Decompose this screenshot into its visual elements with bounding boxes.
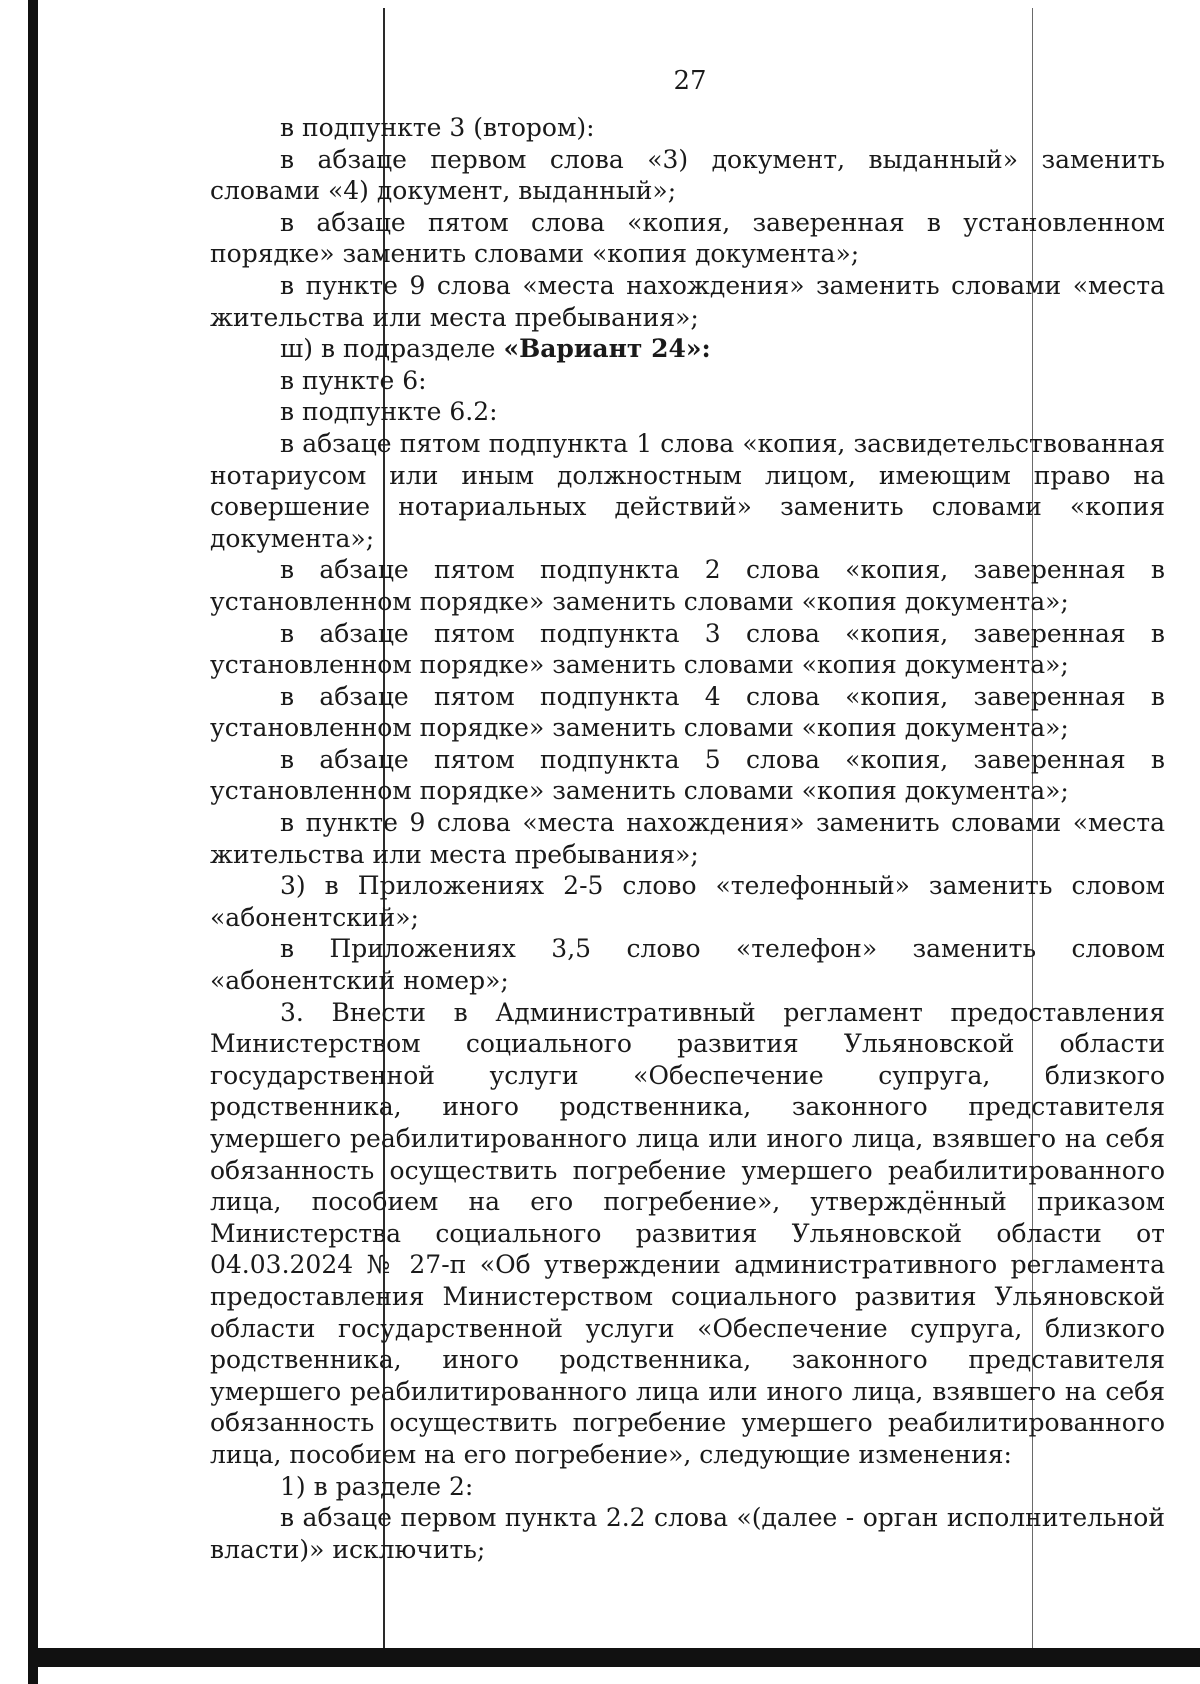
paragraph: в подпункте 3 (втором): bbox=[280, 113, 595, 142]
paragraph: в абзаце пятом подпункта 4 слова «копия, заверенная в установленном порядке» заменить словами «копия документа»; bbox=[210, 681, 1165, 743]
paragraph: в абзаце пятом подпункта 5 слова «копия, заверенная в установленном порядке» заменить словами «копия документа»; bbox=[210, 744, 1165, 806]
paragraph: в пункте 6: bbox=[280, 365, 427, 395]
page-number: 27 bbox=[673, 66, 707, 96]
paragraph: в абзаце пятом подпункта 1 слова «копия, засвидетельствованная нотариусом или иным должностным лицом, имеющим право на совершение нотариальных действий» заменить словами «копия документа»; bbox=[210, 428, 1165, 553]
paragraph: в абзаце первом пункта 2.2 слова «(далее - орган исполнительной власти)» исключить; bbox=[210, 1503, 1165, 1564]
paragraph: в пункте 9 слова «места нахождения» заменить словами «места жительства или места пребывания»; bbox=[210, 808, 1165, 869]
paragraph: в абзаце пятом подпункта 3 слова «копия, заверенная в установленном порядке» заменить словами «копия документа»; bbox=[210, 618, 1165, 680]
scan-edge-bottom bbox=[28, 1648, 1200, 1667]
paragraph: в абзаце пятом слова «копия, заверенная в установленном порядке» заменить словами «копия документа»; bbox=[210, 207, 1165, 269]
paragraph-suffix: : bbox=[701, 334, 711, 364]
paragraph-subsection-heading bbox=[210, 333, 1165, 365]
paragraph: в абзаце первом слова «3) документ, выданный» заменить словами «4) документ, выданный»; bbox=[210, 144, 1165, 206]
paragraph: в подпункте 6.2: bbox=[280, 397, 498, 427]
scan-edge-left bbox=[28, 0, 38, 1684]
paragraph: в пункте 9 слова «места нахождения» заменить словами «места жительства или места пребывания»; bbox=[210, 270, 1165, 332]
paragraph: в Приложениях 3,5 слово «телефон» заменить словом «абонентский номер»; bbox=[210, 934, 1165, 996]
paragraph: в абзаце пятом подпункта 2 слова «копия, заверенная в установленном порядке» заменить словами «копия документа»; bbox=[210, 555, 1165, 616]
paragraph: 1) в разделе 2: bbox=[280, 1471, 474, 1501]
paragraph: 3) в Приложениях 2-5 слово «телефонный» заменить словом «абонентский»; bbox=[210, 871, 1165, 932]
document-body bbox=[210, 112, 1165, 1565]
paragraph: 3. Внести в Административный регламент предоставления Министерством социального развития Ульяновской области государственной услуги «Обеспечение супруга, близкого родственника, иного родственника, законного представителя умершего реабилитированного лица или иного лица, взявшего на себя обязанность осуществить погребение умершего реабилитированного лица, пособием на его погребение», утверждённый приказом Министерства социального развития Ульяновской области от 04.03.2024 № 27-п «Об утверждении административного регламента предоставления Министерством социального развития Ульяновской области государственной услуги «Обеспечение супруга, близкого родственника, иного родственника, законного представителя умершего реабилитированного лица или иного лица, взявшего на себя обязанность осуществить погребение умершего реабилитированного лица, пособием на его погребение», следующие изменения: bbox=[210, 997, 1165, 1469]
variant-title: «Вариант 24» bbox=[503, 334, 702, 364]
paragraph-prefix: ш) в подразделе bbox=[280, 334, 504, 364]
